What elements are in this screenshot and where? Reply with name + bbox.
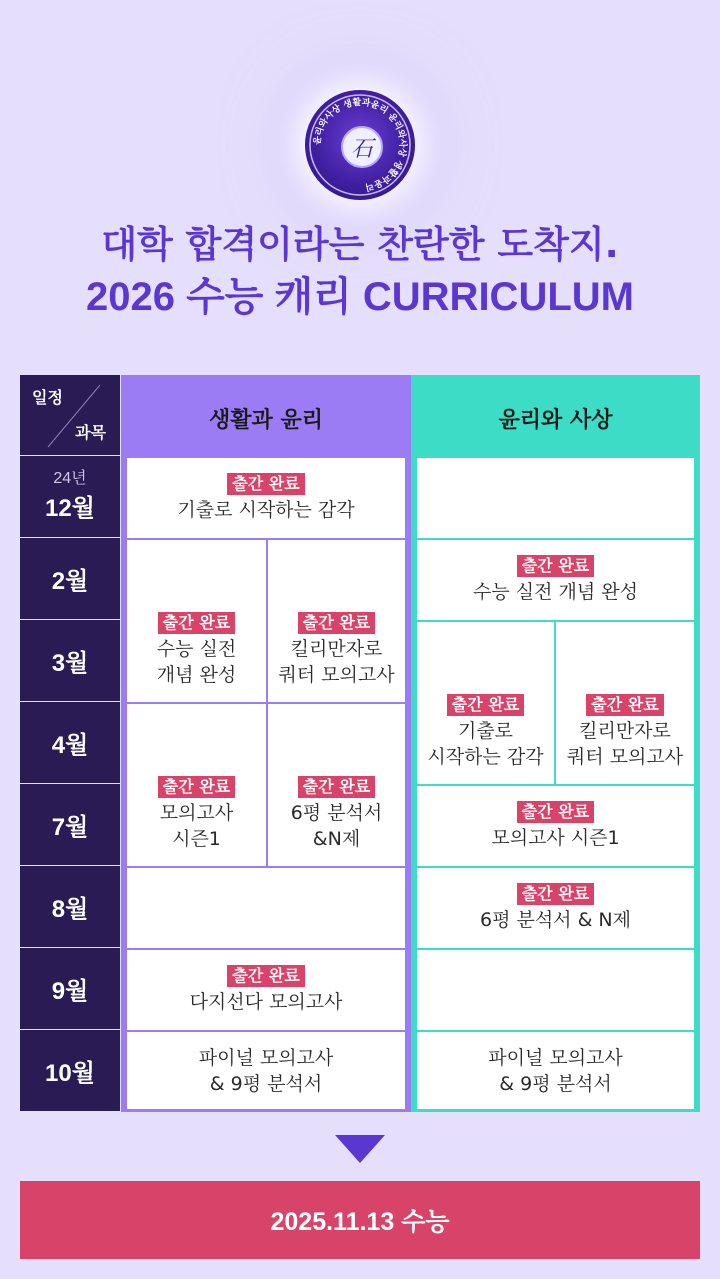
book-title-line: 기출로 [457, 720, 514, 742]
published-badge: 출간 완료 [158, 612, 235, 634]
book-title: 기출로 시작하는 감각 [177, 499, 355, 521]
schedule-cell [127, 458, 405, 538]
schedule-cell [268, 704, 405, 866]
month-label: 3월 [51, 650, 89, 677]
book-title-line: & 9평 분석서 [499, 1072, 612, 1095]
corner-label-subject: 과목 [75, 423, 106, 442]
book-title-line: 시즌1 [172, 828, 221, 850]
column-header-ethics-thought: 윤리와 사상 [498, 407, 613, 433]
page-title-line2: 2026 수능 캐리 CURRICULUM [86, 275, 634, 319]
logo-char: 石 [341, 126, 383, 168]
logo-seal [305, 90, 415, 200]
book-title-line: &N제 [312, 828, 361, 850]
book-title-line: & 9평 분석서 [209, 1072, 323, 1095]
published-badge: 출간 완료 [517, 555, 594, 577]
schedule-cell-empty [127, 868, 405, 948]
month-label: 8월 [51, 896, 89, 923]
subject-column-ethics-life [121, 375, 411, 1112]
month-row-label [20, 456, 120, 537]
schedule-cell [268, 540, 405, 702]
month-label: 9월 [51, 978, 89, 1005]
schedule-cell [127, 950, 405, 1030]
month-row-label [20, 620, 120, 701]
book-title-line: 파이널 모의고사 [198, 1046, 334, 1069]
chevron-down-icon [335, 1135, 385, 1163]
month-row-label [20, 702, 120, 783]
book-title: 다지선다 모의고사 [189, 991, 343, 1013]
book-title: 모의고사 시즌1 [491, 827, 620, 849]
month-row-label [20, 866, 120, 947]
schedule-cell [417, 786, 694, 866]
book-title-line: 모의고사 [159, 802, 234, 824]
month-label: 7월 [51, 814, 89, 841]
schedule-cell [127, 1032, 405, 1109]
book-title-line: 쿼터 모의고사 [278, 664, 395, 686]
subject-column-ethics-thought [411, 375, 700, 1112]
published-badge: 출간 완료 [586, 694, 663, 716]
book-title-line: 시작하는 감각 [427, 746, 544, 768]
schedule-cell-empty [417, 458, 694, 538]
book-title-line: 개념 완성 [156, 664, 237, 686]
schedule-cell [417, 540, 694, 620]
month-label: 12월 [45, 495, 95, 522]
book-title-line: 킬리만자로 [290, 638, 383, 660]
book-title: 수능 실전 개념 완성 [473, 581, 638, 603]
published-badge: 출간 완료 [158, 776, 235, 798]
schedule-cell [417, 622, 554, 784]
published-badge: 출간 완료 [447, 694, 524, 716]
month-row-label [20, 948, 120, 1029]
book-title-line: 쿼터 모의고사 [566, 746, 684, 768]
schedule-cell-empty [417, 950, 694, 1030]
month-row-label [20, 538, 120, 619]
published-badge: 출간 완료 [227, 473, 304, 495]
month-year: 24년 [53, 470, 87, 487]
csat-date-banner: 2025.11.13 수능 [20, 1181, 700, 1259]
month-label: 10월 [45, 1060, 95, 1087]
book-title-line: 6평 분석서 [290, 802, 383, 824]
schedule-cell [127, 540, 266, 702]
book-title-line: 파이널 모의고사 [488, 1046, 623, 1069]
book-title-line: 킬리만자로 [579, 720, 671, 742]
corner-label-schedule: 일정 [32, 388, 63, 407]
logo-ring-text: 윤리와사상 생활과윤리 윤리와사상 생활과윤리 [312, 97, 408, 192]
month-label: 2월 [51, 568, 89, 595]
page-title-line1: 대학 합격이라는 찬란한 도착지. [101, 223, 619, 266]
month-row-label [20, 1030, 120, 1111]
month-row-label [20, 784, 120, 865]
published-badge: 출간 완료 [298, 776, 375, 798]
schedule-cell [417, 868, 694, 948]
schedule-cell [127, 704, 266, 866]
schedule-cell [417, 1032, 694, 1109]
schedule-cell [556, 622, 694, 784]
published-badge: 출간 완료 [517, 883, 594, 905]
month-label: 4월 [51, 732, 89, 759]
corner-header [20, 375, 120, 455]
published-badge: 출간 완료 [517, 801, 594, 823]
published-badge: 출간 완료 [227, 965, 304, 987]
book-title: 6평 분석서 & N제 [479, 909, 631, 931]
column-header-ethics-life: 생활과 윤리 [209, 407, 323, 433]
published-badge: 출간 완료 [298, 612, 375, 634]
book-title-line: 수능 실전 [156, 638, 237, 660]
